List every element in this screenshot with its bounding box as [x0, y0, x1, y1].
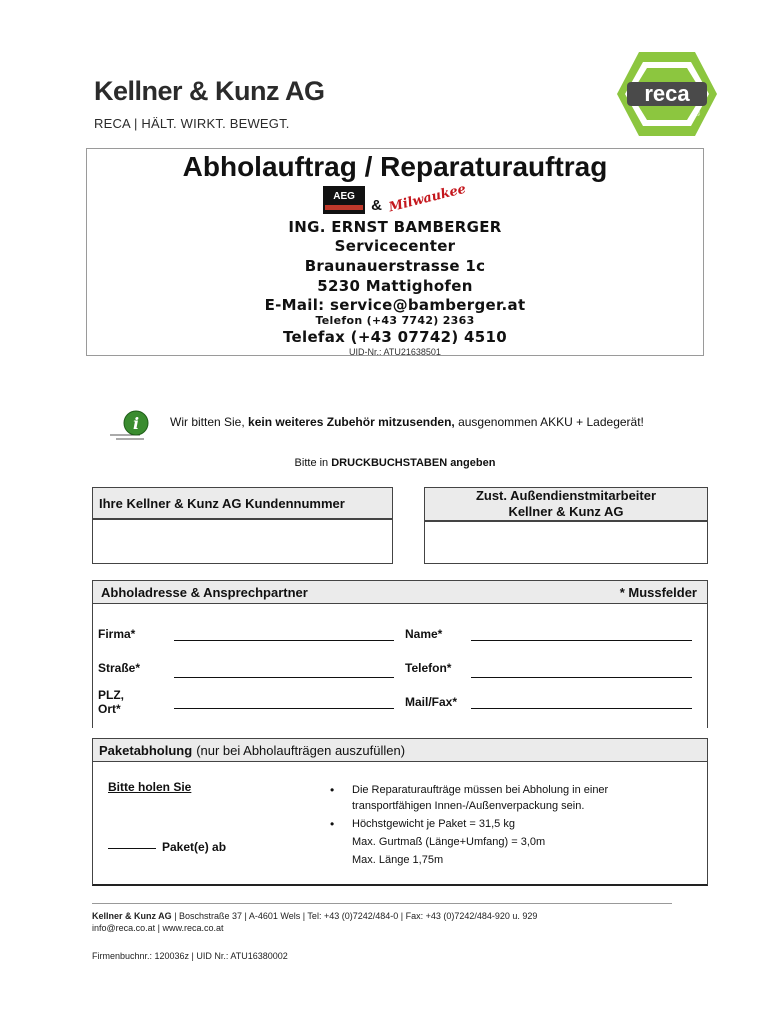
aeg-logo	[323, 186, 365, 214]
plz-ort-label: PLZ, Ort*	[98, 688, 124, 716]
list-item: Max. Länge 1,75m	[352, 854, 444, 866]
name-field[interactable]	[471, 640, 692, 641]
milwaukee-logo: Milwaukee	[387, 181, 468, 216]
pickup-address-header	[92, 580, 708, 604]
required-fields-note: * Mussfelder	[619, 584, 697, 600]
ampersand: &	[371, 197, 382, 214]
reca-logo	[617, 52, 717, 136]
field-rep-label: Zust. Außendienstmitarbeiter Kellner & Kunz AG	[424, 487, 708, 521]
mail-fax-label: Mail/Fax*	[405, 695, 458, 709]
service-uid: UID-Nr.: ATU21638501	[349, 347, 441, 357]
strasse-field[interactable]	[174, 677, 394, 678]
list-item: Max. Gurtmaß (Länge+Umfang) = 3,0m	[352, 836, 546, 848]
page-title: Abholauftrag / Reparaturauftrag	[182, 151, 608, 182]
service-street: Braunauerstrasse 1c	[304, 257, 486, 275]
company-logo-text: Kellner & Kunz AG	[94, 76, 325, 106]
service-email: E-Mail: service@bamberger.at	[264, 296, 526, 314]
telefon-label: Telefon*	[405, 661, 452, 675]
customer-number-field[interactable]	[92, 519, 393, 564]
info-icon	[110, 409, 154, 441]
field-rep-field[interactable]	[424, 521, 708, 564]
svg-text:i: i	[132, 414, 140, 433]
packaging-requirements-list	[330, 782, 690, 868]
strasse-label: Straße*	[98, 661, 141, 675]
footer-contact: info@reca.co.at | www.reca.co.at	[92, 923, 224, 933]
package-pickup-header: Paketabholung (nur bei Abholaufträgen auszufüllen)	[92, 738, 708, 762]
footer-address: Kellner & Kunz AG | Boschstraße 37 | A-4601 Wels | Tel: +43 (0)7242/484-0 | Fax: +43 (0)7242/484-920 u. 929	[92, 911, 538, 921]
service-name: ING. ERNST BAMBERGER	[288, 218, 502, 236]
customer-number-label: Ihre Kellner & Kunz AG Kundennummer	[92, 487, 393, 519]
accessory-notice: Wir bitten Sie, kein weiteres Zubehör mitzusenden, ausgenommen AKKU + Ladegerät!	[170, 415, 644, 429]
please-collect-label: Bitte holen Sie	[108, 780, 192, 794]
service-fax: Telefax (+43 07742) 4510	[282, 328, 507, 346]
package-count-field[interactable]	[108, 848, 156, 849]
name-label: Name*	[405, 627, 443, 641]
aeg-logo-text: AEG	[333, 190, 355, 202]
list-item: • Höchstgewicht je Paket = 31,5 kg	[330, 816, 690, 832]
reca-registered-mark: ®	[695, 111, 701, 118]
pickup-address-section	[92, 604, 708, 728]
service-center: Servicecenter	[334, 237, 456, 255]
firma-field[interactable]	[174, 640, 394, 641]
block-letters-note: Bitte in DRUCKBUCHSTABEN angeben	[294, 457, 496, 469]
service-city: 5230 Mattighofen	[317, 277, 473, 295]
plz-ort-field[interactable]	[174, 708, 394, 709]
brand-logos-row	[86, 181, 704, 216]
company-tagline: RECA | HÄLT. WIRKT. BEWEGT.	[94, 116, 290, 131]
reca-logo-text: reca	[644, 81, 690, 106]
mail-fax-field[interactable]	[471, 708, 692, 709]
footer-divider	[92, 903, 672, 904]
firma-label: Firma*	[98, 627, 136, 641]
pickup-address-title: Abholadresse & Ansprechpartner	[101, 584, 308, 600]
package-count: Paket(e) ab	[108, 840, 226, 854]
service-phone: Telefon (+43 7742) 2363	[315, 314, 475, 327]
telefon-field[interactable]	[471, 677, 692, 678]
list-item: • Die Reparaturaufträge müssen bei Abholung in einer transportfähigen Innen-/Außenverpackung sein.	[330, 782, 690, 814]
footer-registry: Firmenbuchnr.: 120036z | UID Nr.: ATU16380002	[92, 951, 288, 961]
